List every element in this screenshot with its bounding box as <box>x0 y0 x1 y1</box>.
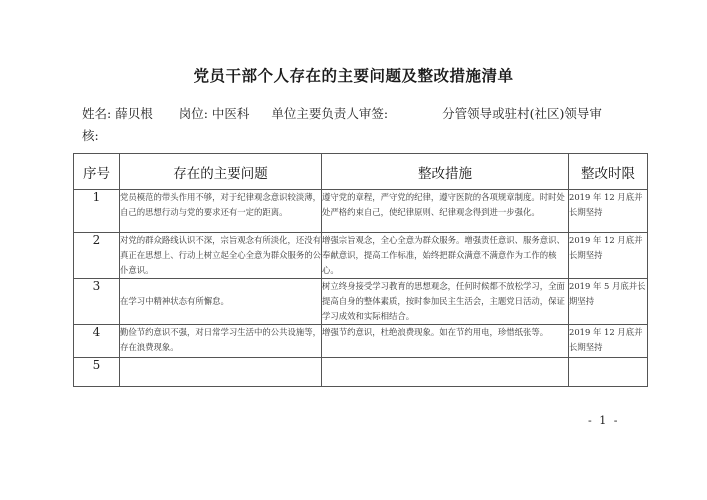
row-problem <box>120 358 322 387</box>
leader-review-label: 分管领导或驻村(社区)领导审 <box>442 106 602 121</box>
table-row <box>74 190 648 233</box>
row-deadline <box>569 358 648 387</box>
row-seq: 4 <box>74 325 120 358</box>
leader-review-label-continued: 核: <box>82 128 99 143</box>
unit-sign-label: 单位主要负责人审签: <box>271 106 389 121</box>
row-measure: 增强节约意识，杜绝浪费现象。如在节约用电，珍惜纸张等。 <box>322 325 569 358</box>
row-deadline: 2019 年 12 月底并长期坚持 <box>569 325 648 358</box>
page-number: - 1 - <box>588 414 620 427</box>
row-seq: 1 <box>74 190 120 233</box>
row-problem: 在学习中精神状态有所懈怠。 <box>120 279 322 325</box>
name-value: 薛贝根 <box>115 106 153 121</box>
row-measure: 增强宗旨观念，全心全意为群众服务。增强责任意识、服务意识、奉献意识，提高工作标准，始终把群众满意不满意作为工作的核心。 <box>322 233 569 279</box>
row-problem: 对党的群众路线认识不深，宗旨观念有所淡化，还没有真正在思想上、行动上树立起全心全意为群众服务的公仆意识。 <box>120 233 322 279</box>
row-problem: 党员模范的带头作用不够，对于纪律观念意识较淡薄，自己的思想行动与党的要求还有一定的距离。 <box>120 190 322 233</box>
header-deadline: 整改时限 <box>569 154 648 190</box>
document-title: 党员干部个人存在的主要问题及整改措施清单 <box>193 66 514 85</box>
row-measure: 遵守党的章程，严守党的纪律，遵守医院的各项规章制度。时时处处严格约束自己，使纪律原则、纪律观念得到进一步强化。 <box>322 190 569 233</box>
row-measure: 树立终身接受学习教育的思想观念，任何时候都不放松学习，全面提高自身的整体素质，按时参加民主生活会，主题党日活动，保证学习成效和实际相结合。 <box>322 279 569 325</box>
row-seq: 5 <box>74 358 120 387</box>
header-problem: 存在的主要问题 <box>120 154 322 190</box>
row-seq: 3 <box>74 279 120 325</box>
row-deadline: 2019 年 12 月底并长期坚持 <box>569 233 648 279</box>
row-seq: 2 <box>74 233 120 279</box>
header-measure: 整改措施 <box>322 154 569 190</box>
table-row <box>74 233 648 279</box>
row-deadline: 2019 年 12 月底并长期坚持 <box>569 190 648 233</box>
row-measure <box>322 358 569 387</box>
table-row <box>74 325 648 358</box>
table-row <box>74 279 648 325</box>
post-label: 岗位: <box>178 106 208 121</box>
name-label: 姓名: <box>82 106 112 121</box>
row-problem: 勤俭节约意识不强，对日常学习生活中的公共设施等，存在浪费现象。 <box>120 325 322 358</box>
row-deadline: 2019 年 5 月底并长期坚持 <box>569 279 648 325</box>
post-value: 中医科 <box>211 106 250 121</box>
rectification-table <box>73 153 648 387</box>
header-seq: 序号 <box>74 154 120 190</box>
table-header-row <box>74 154 648 190</box>
table-row <box>74 358 648 387</box>
info-line <box>82 104 602 122</box>
